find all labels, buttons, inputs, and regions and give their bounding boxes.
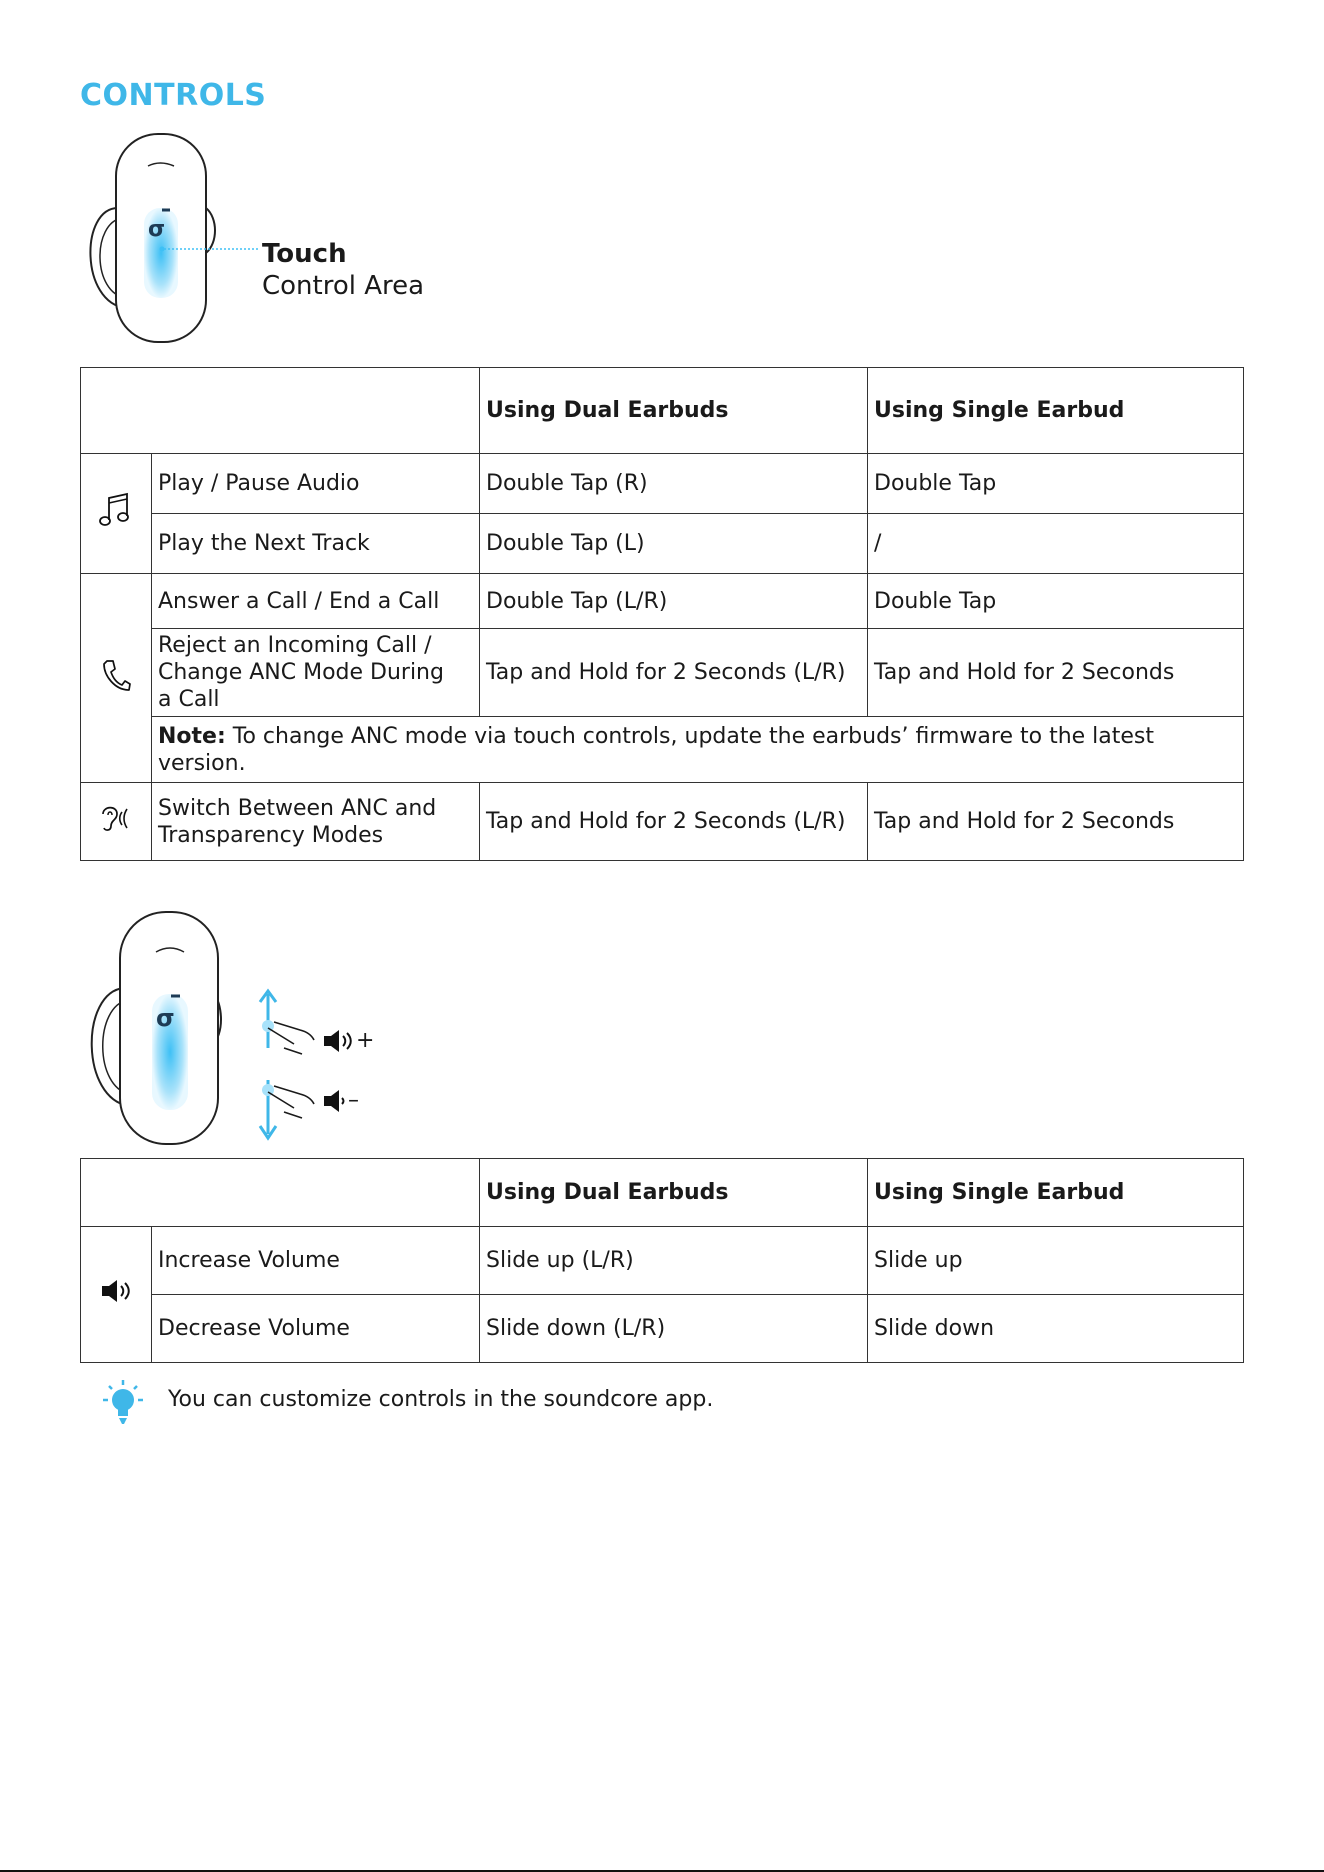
dual-cell: Slide down (L/R): [480, 1295, 868, 1363]
note-row: [81, 717, 1244, 783]
table-header-row: [81, 368, 1244, 454]
action-line: Change ANC Mode During: [158, 660, 444, 685]
header-single: Using Single Earbud: [868, 1159, 1244, 1227]
header-blank-cell: [81, 368, 480, 454]
music-note-icon: [81, 454, 152, 574]
action-cell: Decrease Volume: [152, 1295, 480, 1363]
action-cell: Play the Next Track: [152, 514, 480, 574]
dual-cell: Double Tap (R): [480, 454, 868, 514]
table-row: [81, 1295, 1244, 1363]
action-cell: [152, 629, 480, 717]
earbud-touch-figure: [78, 128, 278, 348]
touch-control-area-label: [262, 238, 424, 302]
table-row: [81, 514, 1244, 574]
dual-cell: Tap and Hold for 2 Seconds (L/R): [480, 629, 868, 717]
header-blank-cell: [81, 1159, 480, 1227]
single-cell: Tap and Hold for 2 Seconds: [868, 629, 1244, 717]
action-cell: [152, 783, 480, 861]
action-cell: Increase Volume: [152, 1227, 480, 1295]
table-row: [81, 783, 1244, 861]
touch-label-regular: Control Area: [262, 271, 425, 301]
table-row: [81, 1227, 1244, 1295]
page-title: CONTROLS: [80, 78, 267, 113]
note-text-line2: version.: [158, 750, 246, 776]
note-text-line1: To change ANC mode via touch controls, update the earbuds’ firmware to the latest: [232, 723, 1155, 749]
single-cell: Slide down: [868, 1295, 1244, 1363]
action-line: a Call: [158, 687, 220, 712]
single-cell: Double Tap: [868, 574, 1244, 629]
volume-up-speaker-icon: [322, 1028, 354, 1054]
svg-text:σ: σ: [156, 1004, 175, 1032]
lightbulb-icon: [98, 1378, 148, 1428]
volume-down-speaker-icon: [322, 1088, 348, 1114]
touch-label-bold: Touch: [262, 239, 347, 269]
touch-controls-table: [80, 367, 1244, 861]
slide-down-gesture-icon: [254, 1072, 324, 1142]
dual-cell: Double Tap (L/R): [480, 574, 868, 629]
header-dual: Using Dual Earbuds: [480, 368, 868, 454]
header-single: Using Single Earbud: [868, 368, 1244, 454]
speaker-icon: [81, 1227, 152, 1363]
dual-cell: Slide up (L/R): [480, 1227, 868, 1295]
table-header-row: [81, 1159, 1244, 1227]
single-cell: /: [868, 514, 1244, 574]
action-line: Switch Between ANC and: [158, 795, 437, 821]
table-row: [81, 629, 1244, 717]
single-cell: Tap and Hold for 2 Seconds: [868, 783, 1244, 861]
table-row: [81, 454, 1244, 514]
svg-text:σ: σ: [148, 217, 166, 242]
action-cell: Play / Pause Audio: [152, 454, 480, 514]
single-cell: Double Tap: [868, 454, 1244, 514]
action-cell: Answer a Call / End a Call: [152, 574, 480, 629]
tip-text: You can customize controls in the soundcore app.: [168, 1387, 714, 1412]
volume-controls-table: [80, 1158, 1244, 1363]
dual-cell: Tap and Hold for 2 Seconds (L/R): [480, 783, 868, 861]
header-dual: Using Dual Earbuds: [480, 1159, 868, 1227]
volume-down-sign: –: [348, 1088, 359, 1113]
note-label: Note:: [158, 723, 226, 749]
table-row: [81, 574, 1244, 629]
dual-cell: Double Tap (L): [480, 514, 868, 574]
volume-up-sign: +: [356, 1028, 375, 1053]
note-cell: [152, 717, 1244, 783]
phone-icon: [81, 574, 152, 783]
single-cell: Slide up: [868, 1227, 1244, 1295]
action-line: Reject an Incoming Call /: [158, 633, 432, 658]
ear-sound-icon: [81, 783, 152, 861]
action-line: Transparency Modes: [158, 822, 384, 848]
slide-up-gesture-icon: [254, 988, 324, 1058]
